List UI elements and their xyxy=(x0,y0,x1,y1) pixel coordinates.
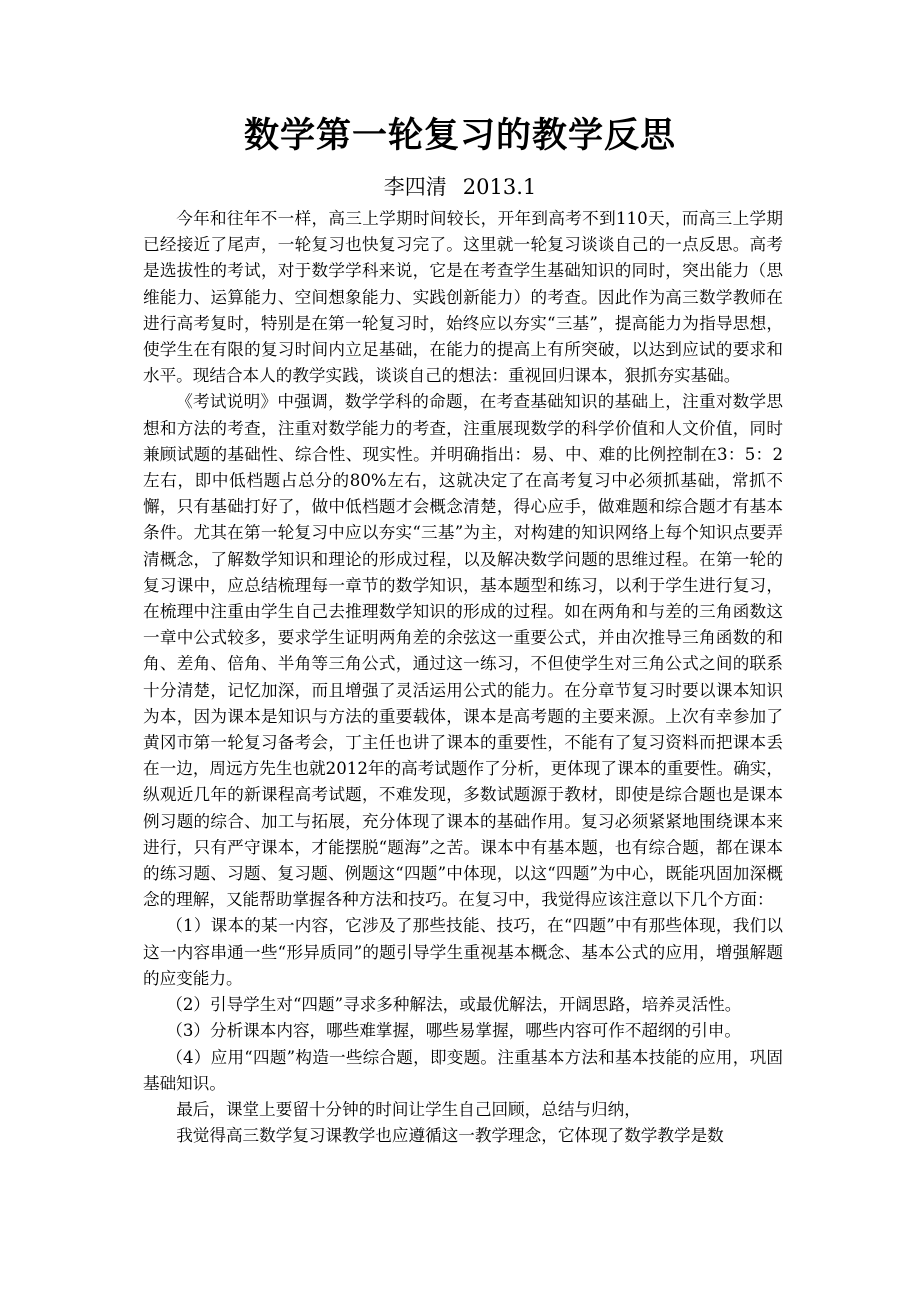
list-item-2: （2）引导学生对“四题”寻求多种解法，或最优解法，开阔思路，培养灵活性。 xyxy=(166,995,742,1015)
paragraph-finally: 最后，课堂上要留十分钟的时间让学生自己回顾，总结与归纳， xyxy=(176,1099,641,1119)
list-item-3: （3）分析课本内容，哪些难掌握，哪些易掌握，哪些内容可作不超纲的引申。 xyxy=(166,1021,741,1041)
list-item-4: （4）应用“四题”构造一些综合题，即变题。注重基本方法和基本技能的应用，巩固基础知识。 xyxy=(143,1047,783,1093)
document-body xyxy=(143,206,783,1149)
list-item-1: （1）课本的某一内容，它涉及了那些技能、技巧，在“四题”中有那些体现，我们以这一内容串通一些“形异质同”的题引导学生重视基本概念、基本公式的应用，增强解题的应变能力。 xyxy=(143,916,783,988)
author-name: 李四清 xyxy=(383,175,447,199)
author-line xyxy=(0,172,920,202)
paragraph-main: 《考试说明》中强调，数学学科的命题，在考查基础知识的基础上，注重对数学思想和方法的考查，注重对数学能力的考查，注重展现数学的科学价值和人文价值，同时兼顾试题的基础性、综合性、现实性。并明确指出：易、中、难的比例控制在3：5：2左右，即中低档题占总分的80%左右，这就决定了在高考复习中必须抓基础，常抓不懈，只有基础打好了，做中低档题才会概念清楚，得心应手，做难题和综合题才有基本条件。尤其在第一轮复习中应以夯实“三基”为主，对构建的知识网络上每个知识点要弄清概念，了解数学知识和理论的形成过程，以及解决数学问题的思维过程。在第一轮的复习课中，应总结梳理每一章节的数学知识，基本题型和练习，以利于学生进行复习，在梳理中注重由学生自己去推理数学知识的形成的过程。如在两角和与差的三角函数这一章中公式较多，要求学生证明两角差的余弦这一重要公式，并由次推导三角函数的和角、差角、倍角、半角等三角公式，通过这一练习，不但使学生对三角公式之间的联系十分清楚，记忆加深，而且增强了灵活运用公式的能力。在分章节复习时要以课本知识为本，因为课本是知识与方法的重要载体，课本是高考题的主要来源。上次有幸参加了黄冈市第一轮复习备考会，丁主任也讲了课本的重要性，不能有了复习资料而把课本丢在一边，周远方先生也就2012年的高考试题作了分析，更体现了课本的重要性。确实，纵观近几年的新课程高考试题，不难发现，多数试题源于教材，即使是综合题也是课本例习题的综合、加工与拓展，充分体现了课本的基础作用。复习必须紧紧地围绕课本来进行，只有严守课本，才能摆脱“题海”之苦。课本中有基本题，也有综合题，都在课本的练习题、习题、复习题、例题这“四题”中体现，以这“四题”为中心，既能巩固加深概念的理解，又能帮助掌握各种方法和技巧。在复习中，我觉得应该注意以下几个方面： xyxy=(143,392,783,910)
document-date: 2013.1 xyxy=(462,175,537,199)
paragraph-intro: 今年和往年不一样，高三上学期时间较长，开年到高考不到110天，而高三上学期已经接近了尾声，一轮复习也快复习完了。这里就一轮复习谈谈自己的一点反思。高考是选拔性的考试，对于数学学科来说，它是在考查学生基础知识的同时，突出能力（思维能力、运算能力、空间想象能力、实践创新能力）的考查。因此作为高三数学教师在进行高考复时，特别是在第一轮复习时，始终应以夯实“三基”，提高能力为指导思想，使学生在有限的复习时间内立足基础，在能力的提高上有所突破，以达到应试的要求和水平。现结合本人的教学实践，谈谈自己的想法：重视回归课本，狠抓夯实基础。 xyxy=(143,209,783,386)
document-title: 数学第一轮复习的教学反思 xyxy=(243,115,676,156)
paragraph-closing: 我觉得高三数学复习课教学也应遵循这一教学理念，它体现了数学教学是数 xyxy=(176,1126,724,1146)
